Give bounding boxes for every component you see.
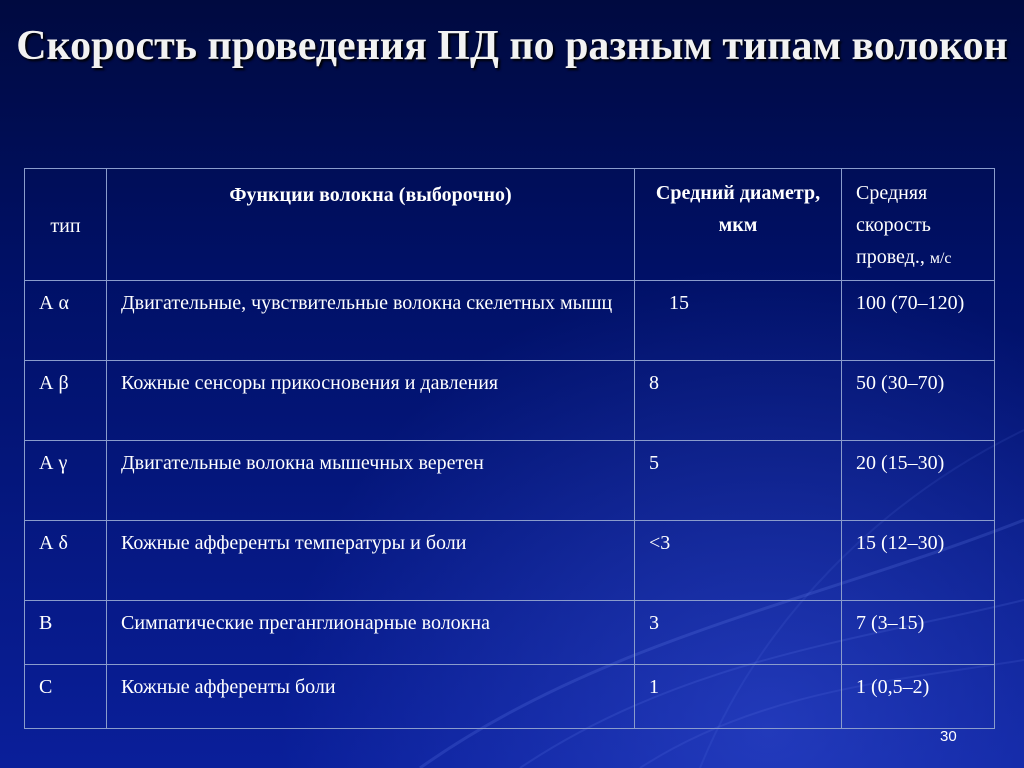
cell-type: А γ	[25, 441, 107, 521]
cell-diameter: <3	[635, 521, 842, 601]
table-row	[25, 361, 995, 441]
cell-function: Двигательные волокна мышечных веретен	[107, 441, 635, 521]
table-row	[25, 665, 995, 729]
cell-speed: 15 (12–30)	[842, 521, 995, 601]
table-row	[25, 441, 995, 521]
cell-function: Кожные афференты температуры и боли	[107, 521, 635, 601]
cell-type: А δ	[25, 521, 107, 601]
header-speed-unit: м/с	[929, 250, 952, 267]
cell-function: Двигательные, чувствительные волокна скелетных мышц	[107, 281, 635, 361]
table-row	[25, 281, 995, 361]
cell-diameter: 3	[635, 601, 842, 665]
cell-diameter: 8	[635, 361, 842, 441]
cell-speed: 100 (70–120)	[842, 281, 995, 361]
cell-speed: 7 (3–15)	[842, 601, 995, 665]
slide-title: Скорость проведения ПД по разным типам волокон	[16, 23, 1008, 69]
cell-type: А α	[25, 281, 107, 361]
table-row	[25, 601, 995, 665]
cell-speed: 20 (15–30)	[842, 441, 995, 521]
table-header-row	[25, 169, 995, 281]
header-type: тип	[25, 169, 107, 281]
cell-diameter: 15	[635, 281, 842, 361]
cell-speed: 1 (0,5–2)	[842, 665, 995, 729]
cell-function: Кожные афференты боли	[107, 665, 635, 729]
cell-type: А β	[25, 361, 107, 441]
header-speed	[842, 169, 995, 281]
cell-speed: 50 (30–70)	[842, 361, 995, 441]
cell-diameter: 5	[635, 441, 842, 521]
page-number: 30	[940, 728, 957, 745]
fiber-conduction-table	[24, 168, 995, 729]
header-speed-label: Средняя скорость провед.,	[856, 182, 931, 268]
cell-type: В	[25, 601, 107, 665]
cell-function: Кожные сенсоры прикосновения и давления	[107, 361, 635, 441]
cell-function: Симпатические преганглионарные волокна	[107, 601, 635, 665]
cell-type: С	[25, 665, 107, 729]
header-function: Функции волокна (выборочно)	[107, 169, 635, 281]
cell-diameter: 1	[635, 665, 842, 729]
header-diameter: Средний диаметр, мкм	[635, 169, 842, 281]
table-row	[25, 521, 995, 601]
